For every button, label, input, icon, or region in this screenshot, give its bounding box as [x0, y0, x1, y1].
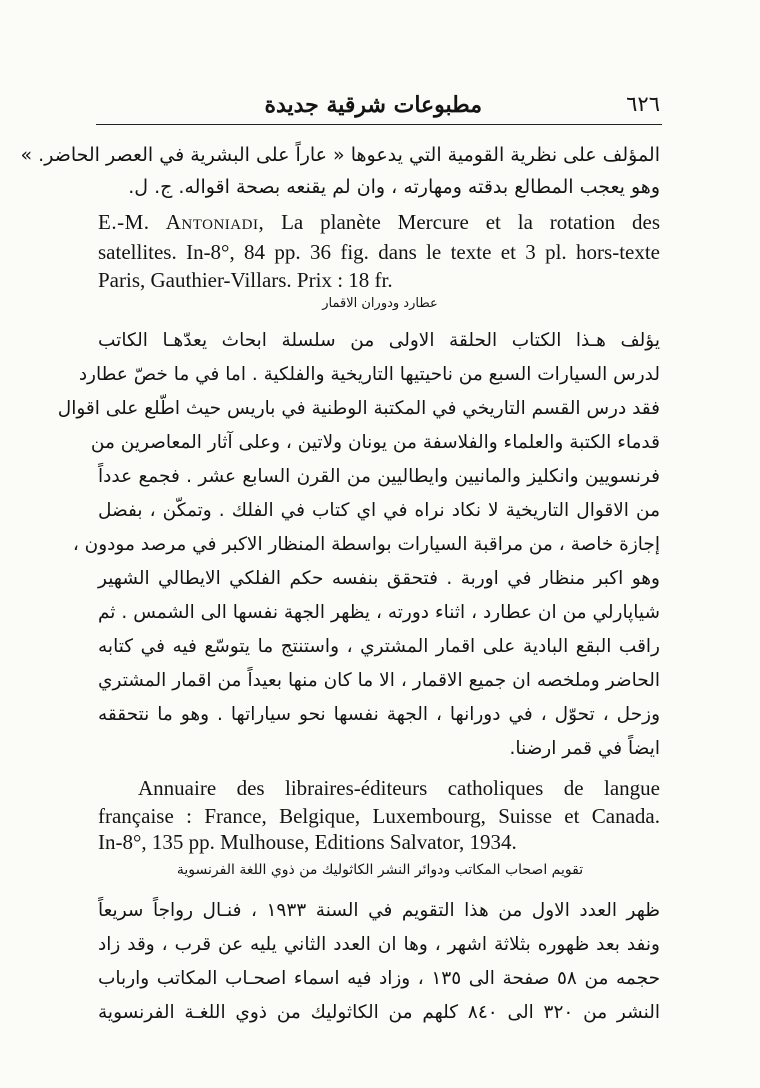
header-rule [96, 124, 662, 125]
header-title: مطبوعات شرقية جديدة [264, 92, 482, 118]
page-number: ٦٢٦ [626, 92, 660, 116]
review1-body-line: قدماء الكتبة والعلماء والفلاسفة من يونان ولاتين ، وعلى آثار المعاصرين من [90, 432, 660, 453]
prev-review-line: وهو يعجب المطالع بدقته ومهارته ، وان لم يقنعه بصحة اقواله. ج. ل. [128, 176, 660, 198]
review1-body-line: لدرس السيارات السبع من ناحيتيها التاريخية والفلكية . اما في ما خصّ عطارد [78, 364, 660, 385]
review2-citation-line: Annuaire des libraires-éditeurs catholiques de langue [138, 776, 660, 800]
review2-body-line: ونفد بعد ظهوره بثلاثة اشهر ، وها ان العدد الثاني يليه عن قرب ، وقد زاد [98, 934, 660, 955]
review2-body-line: حجمه من ٥٨ صفحة الى ١٣٥ ، وزاد فيه اسماء اصحـاب المكاتب وارباب [98, 968, 661, 989]
review2-body-line: النشر من ٣٢٠ الى ٨٤٠ كلهم من الكاثوليك من ذوي اللغـة الفرنسوية [98, 1002, 660, 1023]
running-header [100, 92, 660, 122]
review1-body-line: الحاضر وملخصه ان جميع الاقمار ، الا ما كان منها بعيداً من اقمار المشتري [98, 670, 660, 691]
review1-body-line: راقب البقع البادية على اقمار المشتري ، واستنتج ما يتوسّع فيه في كتابه [98, 636, 660, 657]
review1-citation-line: Paris, Gauthier-Villars. Prix : 18 fr. [98, 268, 393, 292]
review1-body-line: شياپارلي من ان عطارد ، اثناء دورته ، يظهر الجهة نفسها الى الشمس . ثم [98, 602, 660, 623]
review1-author: E.-M. Antoniadi, [98, 210, 265, 234]
review2-citation-line: française : France, Belgique, Luxembourg, Suisse et Canada. [98, 804, 660, 828]
review1-body-line: وزحل ، تحوّل ، في دورانها ، الجهة نفسها نحو سياراتها . وهو ما نتحققه [98, 704, 660, 725]
review1-body-line: إجازة خاصة ، من مراقبة السيارات بواسطة المنظار الاكبر في مرصد مودون ، [72, 534, 660, 555]
prev-review-line: المؤلف على نظرية القومية التي يدعوها « عاراً على البشرية في العصر الحاضر. » [20, 144, 660, 166]
review2-citation-line: In-8°, 135 pp. Mulhouse, Editions Salvator, 1934. [98, 830, 517, 854]
review1-body-line: من الاقوال التاريخية لا نكاد نراه في اي كتاب في الفلك . وتمكّن ، بفضل [98, 500, 660, 521]
review2-arabic-title: تقويم اصحاب المكاتب ودوائر النشر الكاثوليك من ذوي اللغة الفرنسوية [176, 862, 584, 878]
review1-citation-line: E.-M. Antoniadi, La planète Mercure et la rotation des [98, 210, 661, 234]
review1-body-line: يؤلف هـذا الكتاب الحلقة الاولى من سلسلة ابحاث يعدّهـا الكاتب [98, 330, 660, 351]
review1-body-line: فرنسويين وانكليز والمانيين وايطاليين من القرن السابع عشر . فجمع عدداً [98, 466, 660, 487]
review1-body-line: وهو اكبر منظار في اوربة . فتحقق بنفسه حكم الفلكي الايطالي الشهير [98, 568, 660, 589]
review1-citation-line: satellites. In-8°, 84 pp. 36 fig. dans le texte et 3 pl. hors-texte [98, 240, 660, 264]
review2-body-line: ظهر العدد الاول من هذا التقويم في السنة ١٩٣٣ ، فنـال رواجاً سريعاً [98, 900, 660, 921]
review1-body-line: فقد درس القسم التاريخي في المكتبة الوطنية في باريس حيث اطّلع على اقوال [57, 398, 660, 419]
review1-body-line: ايضاً في قمر ارضنا. [509, 738, 660, 759]
review1-arabic-title: عطارد ودوران الاقمار [322, 296, 438, 311]
